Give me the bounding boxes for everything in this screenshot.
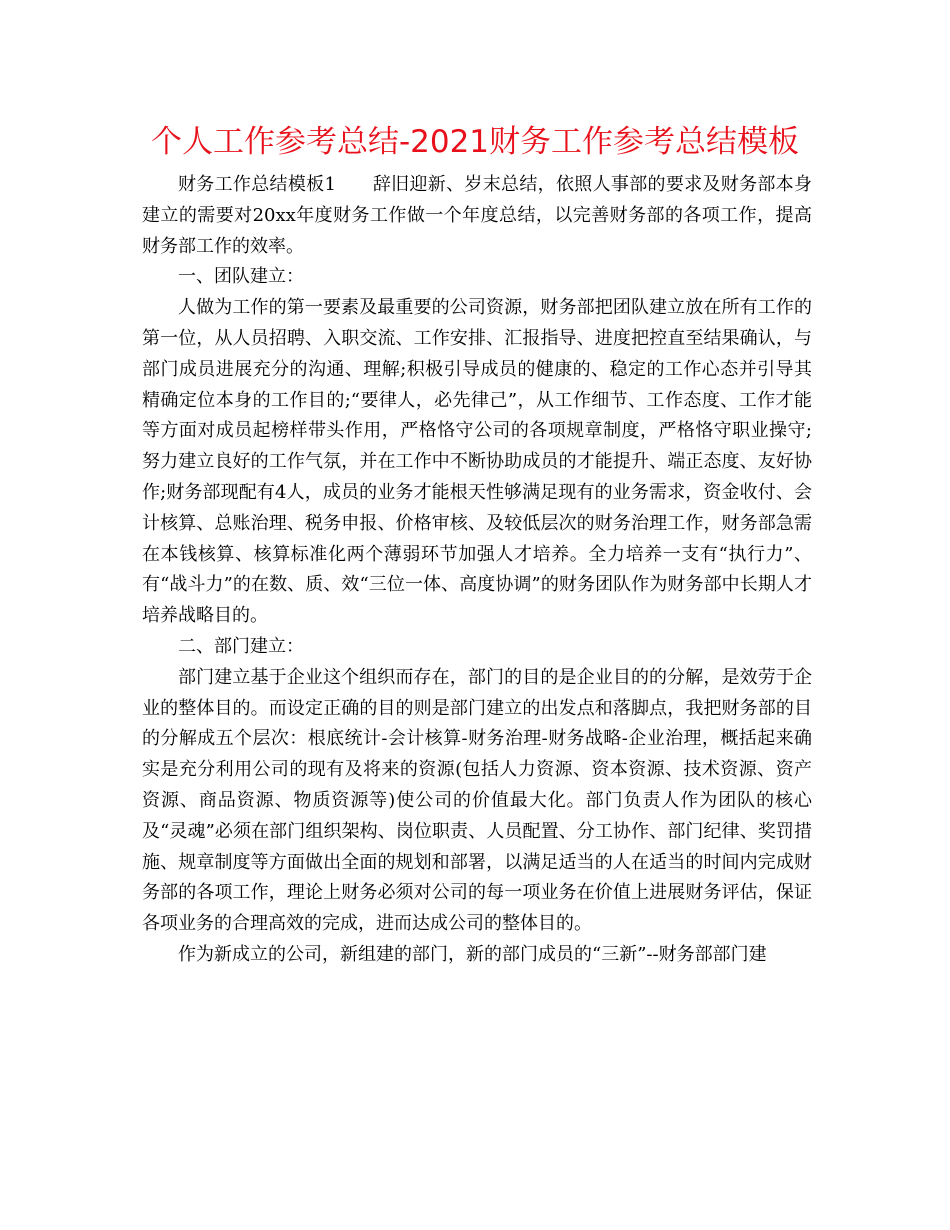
paragraph-team: 人做为工作的第一要素及最重要的公司资源，财务部把团队建立放在所有工作的第一位，从人员招聘、入职交流、工作安排、汇报指导、进度把控直至结果确认，与部门成员进展充分的沟通、理解;积极引导成员的健康的、稳定的工作心态并引导其精确定位本身的工作目的;“要律人，必先律己”，从工作细节、工作态度、工作才能等方面对成员起榜样带头作用，严格恪守公司的各项规章制度，严格恪守职业操守;努力建立良好的工作气氛，并在工作中不断协助成员的才能提升、端正态度、友好协作;财务部现配有4人，成员的业务才能根天性够满足现有的业务需求，资金收付、会计核算、总账治理、税务申报、价格审核、及较低层次的财务治理工作，财务部急需在本钱核算、核算标准化两个薄弱环节加强人才培养。全力培养一支有“执行力”、有“战斗力”的在数、质、效“三位一体、高度协调”的财务团队作为财务部中长期人才培养战略目的。 xyxy=(142,297,812,627)
section-heading-team: 一、团队建立： xyxy=(178,266,304,288)
paragraph-new-company: 作为新成立的公司，新组建的部门，新的部门成员的“三新”--财务部部门建 xyxy=(178,943,767,965)
document-body xyxy=(142,170,812,971)
paragraph-intro: 财务工作总结模板1 辞旧迎新、岁末总结，依照人事部的要求及财务部本身建立的需要对20xx年度财务工作做一个年度总结，以完善财务部的各项工作，提高财务部工作的效率。 xyxy=(142,174,812,257)
document-title: 个人工作参考总结-2021财务工作参考总结模板 xyxy=(150,124,800,160)
section-heading-department: 二、部门建立： xyxy=(178,635,304,657)
paragraph-department: 部门建立基于企业这个组织而存在，部门的目的是企业目的的分解，是效劳于企业的整体目的。而设定正确的目的则是部门建立的出发点和落脚点，我把财务部的目的分解成五个层次：根底统计-会计核算-财务治理-财务战略-企业治理，概括起来确实是充分利用公司的现有及将来的资源(包括人力资源、资本资源、技术资源、资产资源、商品资源、物质资源等)使公司的价值最大化。部门负责人作为团队的核心及“灵魂”必须在部门组织架构、岗位职责、人员配置、分工协作、部门纪律、奖罚措施、规章制度等方面做出全面的规划和部署，以满足适当的人在适当的时间内完成财务部的各项工作，理论上财务必须对公司的每一项业务在价值上进展财务评估，保证各项业务的合理高效的完成，进而达成公司的整体目的。 xyxy=(142,666,812,935)
